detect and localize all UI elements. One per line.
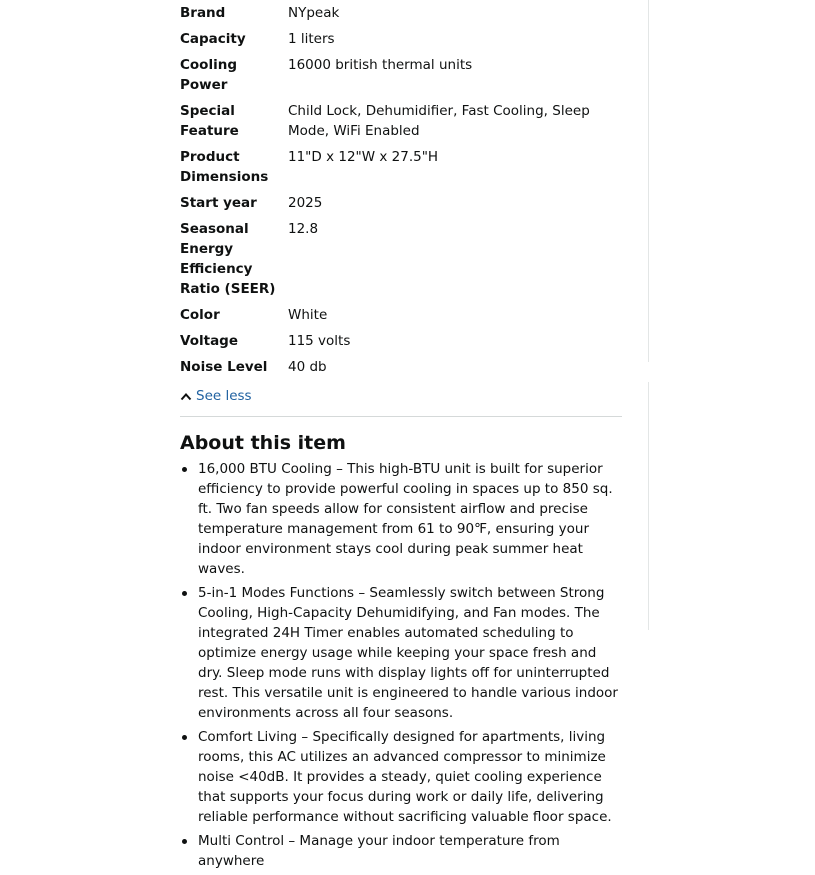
spec-value: 11"D x 12"W x 27.5"H	[288, 149, 439, 165]
about-bullet-text: 5-in-1 Modes Functions – Seamlessly switch between Strong Cooling, High-Capacity Dehumidifying, and Fan modes. The integrated 24H Timer enables automated scheduling to optimize energy usage while keeping your space fresh and dry. Sleep mode runs with display lights off for uninterrupted rest. This versatile unit is engineered to handle various indoor environments across all four seasons.	[198, 585, 618, 721]
spec-label: Cooling Power	[180, 57, 237, 93]
about-bullet	[180, 831, 625, 871]
spec-value: White	[288, 307, 328, 323]
spec-label: Capacity	[180, 31, 246, 47]
spec-label: Voltage	[180, 333, 238, 349]
spec-value: 40 db	[288, 359, 327, 375]
spec-value: 16000 british thermal units	[288, 57, 473, 73]
see-less-label: See less	[196, 388, 252, 404]
about-bullet-list	[180, 459, 625, 871]
spec-row-special-feature	[180, 101, 620, 147]
spec-label: Product Dimensions	[180, 149, 269, 185]
spec-row-noise-level	[180, 357, 620, 383]
chevron-up-icon	[180, 392, 192, 401]
spec-value: Child Lock, Dehumidifier, Fast Cooling, Sleep Mode, WiFi Enabled	[288, 103, 590, 139]
see-less-link[interactable]	[180, 386, 630, 406]
spec-row-product-dimensions	[180, 147, 620, 193]
spec-label: Special Feature	[180, 103, 239, 139]
spec-label: Seasonal Energy Efficiency Ratio (SEER)	[180, 221, 276, 297]
spec-value: 12.8	[288, 221, 319, 237]
about-bullet-text: 16,000 BTU Cooling – This high-BTU unit is built for superior efficiency to provide powerful cooling in spaces up to 850 sq. ft. Two fan speeds allow for consistent airflow and precise temperature management from 61 to 90℉, ensuring your indoor environment stays cool during peak summer heat waves.	[198, 461, 613, 577]
spec-row-brand	[180, 3, 620, 29]
spec-label: Brand	[180, 5, 226, 21]
section-divider	[180, 416, 622, 417]
bullet-dot	[182, 839, 187, 844]
spec-label: Start year	[180, 195, 257, 211]
spec-value: 115 volts	[288, 333, 351, 349]
bullet-dot	[182, 735, 187, 740]
spec-row-capacity	[180, 29, 620, 55]
spec-label: Noise Level	[180, 359, 268, 375]
about-bullet-text: Multi Control – Manage your indoor temperature from anywhere	[198, 833, 560, 869]
about-bullet	[180, 459, 625, 579]
product-details	[180, 0, 630, 875]
right-column-divider-top	[648, 0, 649, 362]
about-bullet-text: Comfort Living – Specifically designed for apartments, living rooms, this AC utilizes an advanced compressor to minimize noise <40dB. It provides a steady, quiet cooling experience that supports your focus during work or daily life, delivering reliable performance without sacrificing valuable floor space.	[198, 729, 612, 825]
spec-label: Color	[180, 307, 220, 323]
right-column-divider-bottom	[648, 382, 649, 630]
about-title: About this item	[180, 432, 346, 454]
spec-value: NYpeak	[288, 5, 340, 21]
spec-value: 2025	[288, 195, 323, 211]
spec-row-start-year	[180, 193, 620, 219]
about-bullet	[180, 727, 625, 827]
spec-row-color	[180, 305, 620, 331]
spec-row-cooling-power	[180, 55, 620, 101]
spec-row-seer	[180, 219, 620, 305]
bullet-dot	[182, 591, 187, 596]
spec-row-voltage	[180, 331, 620, 357]
spec-table	[180, 3, 620, 383]
spec-value: 1 liters	[288, 31, 335, 47]
about-bullet	[180, 583, 625, 723]
bullet-dot	[182, 467, 187, 472]
